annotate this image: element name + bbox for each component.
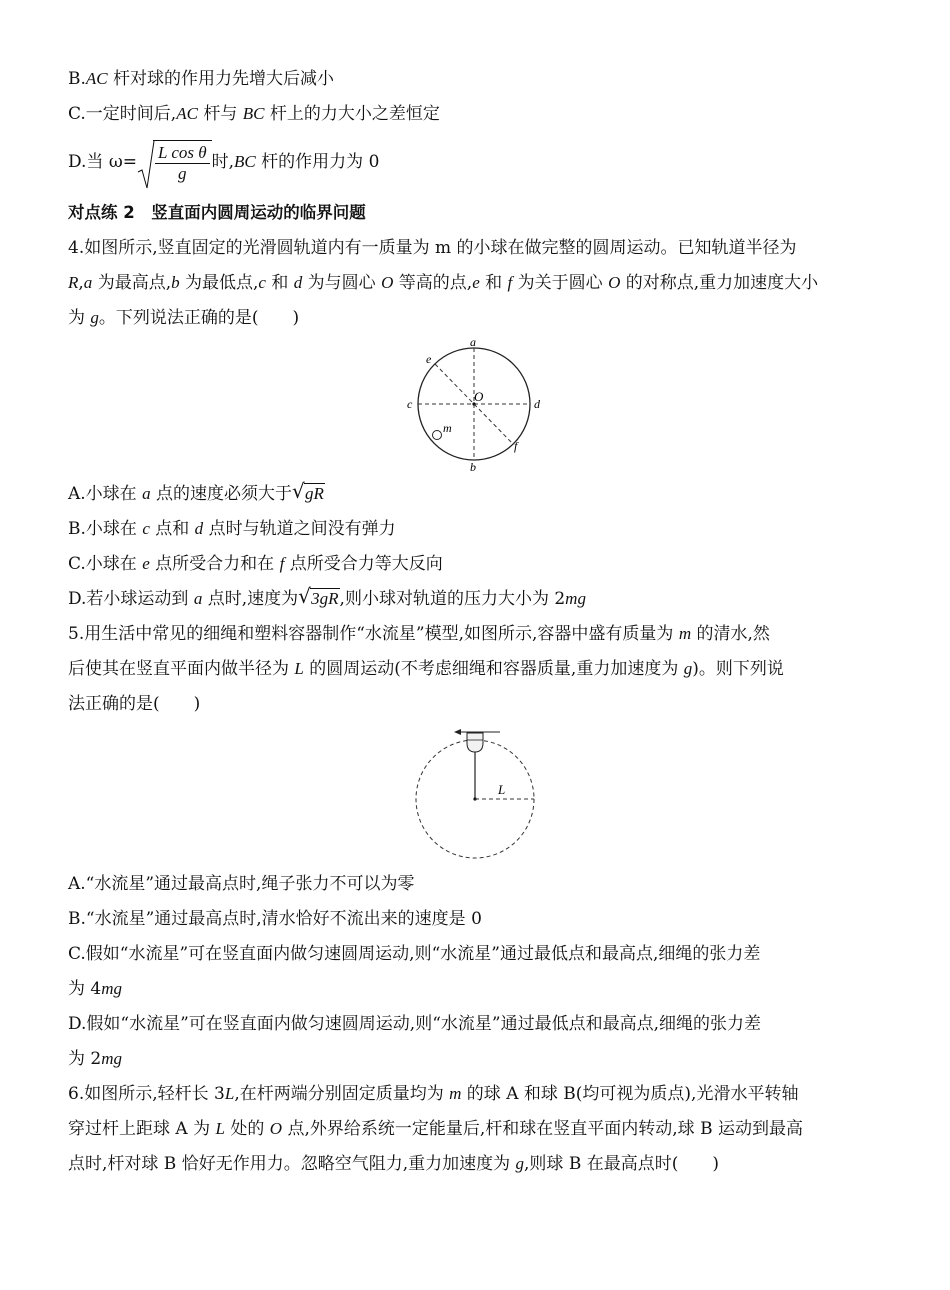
q4-circle-track-figure [398, 338, 558, 478]
label-L: L [498, 782, 506, 797]
q6-stem-line2: 穿过杆上距球 A 为 L 处的 O 点,外界给系统一定能量后,杆和球在竖直平面内转动,球 B 运动到最高 [68, 1119, 803, 1139]
container [467, 733, 483, 752]
q4-option-b: B.小球在 c 点和 d 点时与轨道之间没有弹力 [68, 519, 396, 539]
q4-stem-line2: R,a 为最高点,b 为最低点,c 和 d 为与圆心 O 等高的点,e 和 f 为关于圆心 O 的对称点,重力加速度大小 [68, 273, 819, 293]
label-e: e [426, 352, 432, 366]
q5-stem-line3: 法正确的是( ) [68, 694, 201, 714]
q4-stem-line3: 为 g。下列说法正确的是( ) [68, 308, 300, 328]
q5-water-meteor-figure [408, 726, 548, 866]
section-heading: 对点练 2 竖直面内圆周运动的临界问题 [68, 203, 366, 222]
q5-option-b: B.“水流星”通过最高点时,清水恰好不流出来的速度是 0 [68, 909, 482, 929]
q3-option-c: C.一定时间后,AC 杆与 BC 杆上的力大小之差恒定 [68, 104, 440, 124]
label-b: b [470, 460, 476, 474]
q4-option-c: C.小球在 e 点所受合力和在 f 点所受合力等大反向 [68, 554, 443, 574]
q4-option-d: D.若小球运动到 a 点时,速度为 √ 3gR,则小球对轨道的压力大小为 2mg [68, 584, 586, 609]
q5-stem-line2: 后使其在竖直平面内做半径为 L 的圆周运动(不考虑细绳和容器质量,重力加速度为 g)。则下列说 [68, 659, 784, 679]
q5-stem-line1: 5.用生活中常见的细绳和塑料容器制作“水流星”模型,如图所示,容器中盛有质量为 m 的清水,然 [68, 624, 770, 644]
q6-stem-line3: 点时,杆对球 B 恰好无作用力。忽略空气阻力,重力加速度为 g,则球 B 在最高点时( ) [68, 1154, 719, 1174]
label-f: f [514, 439, 518, 453]
q6-stem-line1: 6.如图所示,轻杆长 3L,在杆两端分别固定质量均为 m 的球 A 和球 B(均可视为质点),光滑水平转轴 [68, 1084, 799, 1104]
label-m: m [443, 421, 452, 435]
q4-stem-line1: 4.如图所示,竖直固定的光滑圆轨道内有一质量为 m 的小球在做完整的圆周运动。已知轨道半径为 [68, 238, 797, 258]
q5-option-d-line2: 为 2mg [68, 1049, 123, 1069]
label-c: c [407, 397, 413, 411]
q3-option-b: B.AC 杆对球的作用力先增大后减小 [68, 69, 335, 89]
sqrt-expression: $\frac{\text{L cos θ}}{g}$ [137, 140, 212, 185]
q5-option-c-line2: 为 4mg [68, 979, 123, 999]
q5-option-a: A.“水流星”通过最高点时,绳子张力不可以为零 [68, 874, 415, 894]
arrow-head-icon [454, 729, 461, 735]
ball-m [433, 431, 442, 440]
label-d: d [534, 397, 540, 411]
q4-option-a: A.小球在 a 点的速度必须大于 √ gR [68, 479, 324, 504]
label-O: O [474, 389, 484, 404]
q5-option-d-line1: D.假如“水流星”可在竖直面内做匀速圆周运动,则“水流星”通过最低点和最高点,细绳的张力差 [68, 1014, 761, 1034]
q3-option-d: D.当 ω= $\frac{\text{L cos θ}}{g}$ 时,BC 杆的作用力为 0 [68, 140, 379, 185]
q5-option-c-line1: C.假如“水流星”可在竖直面内做匀速圆周运动,则“水流星”通过最低点和最高点,细绳的张力差 [68, 944, 761, 964]
label-a: a [470, 338, 476, 349]
